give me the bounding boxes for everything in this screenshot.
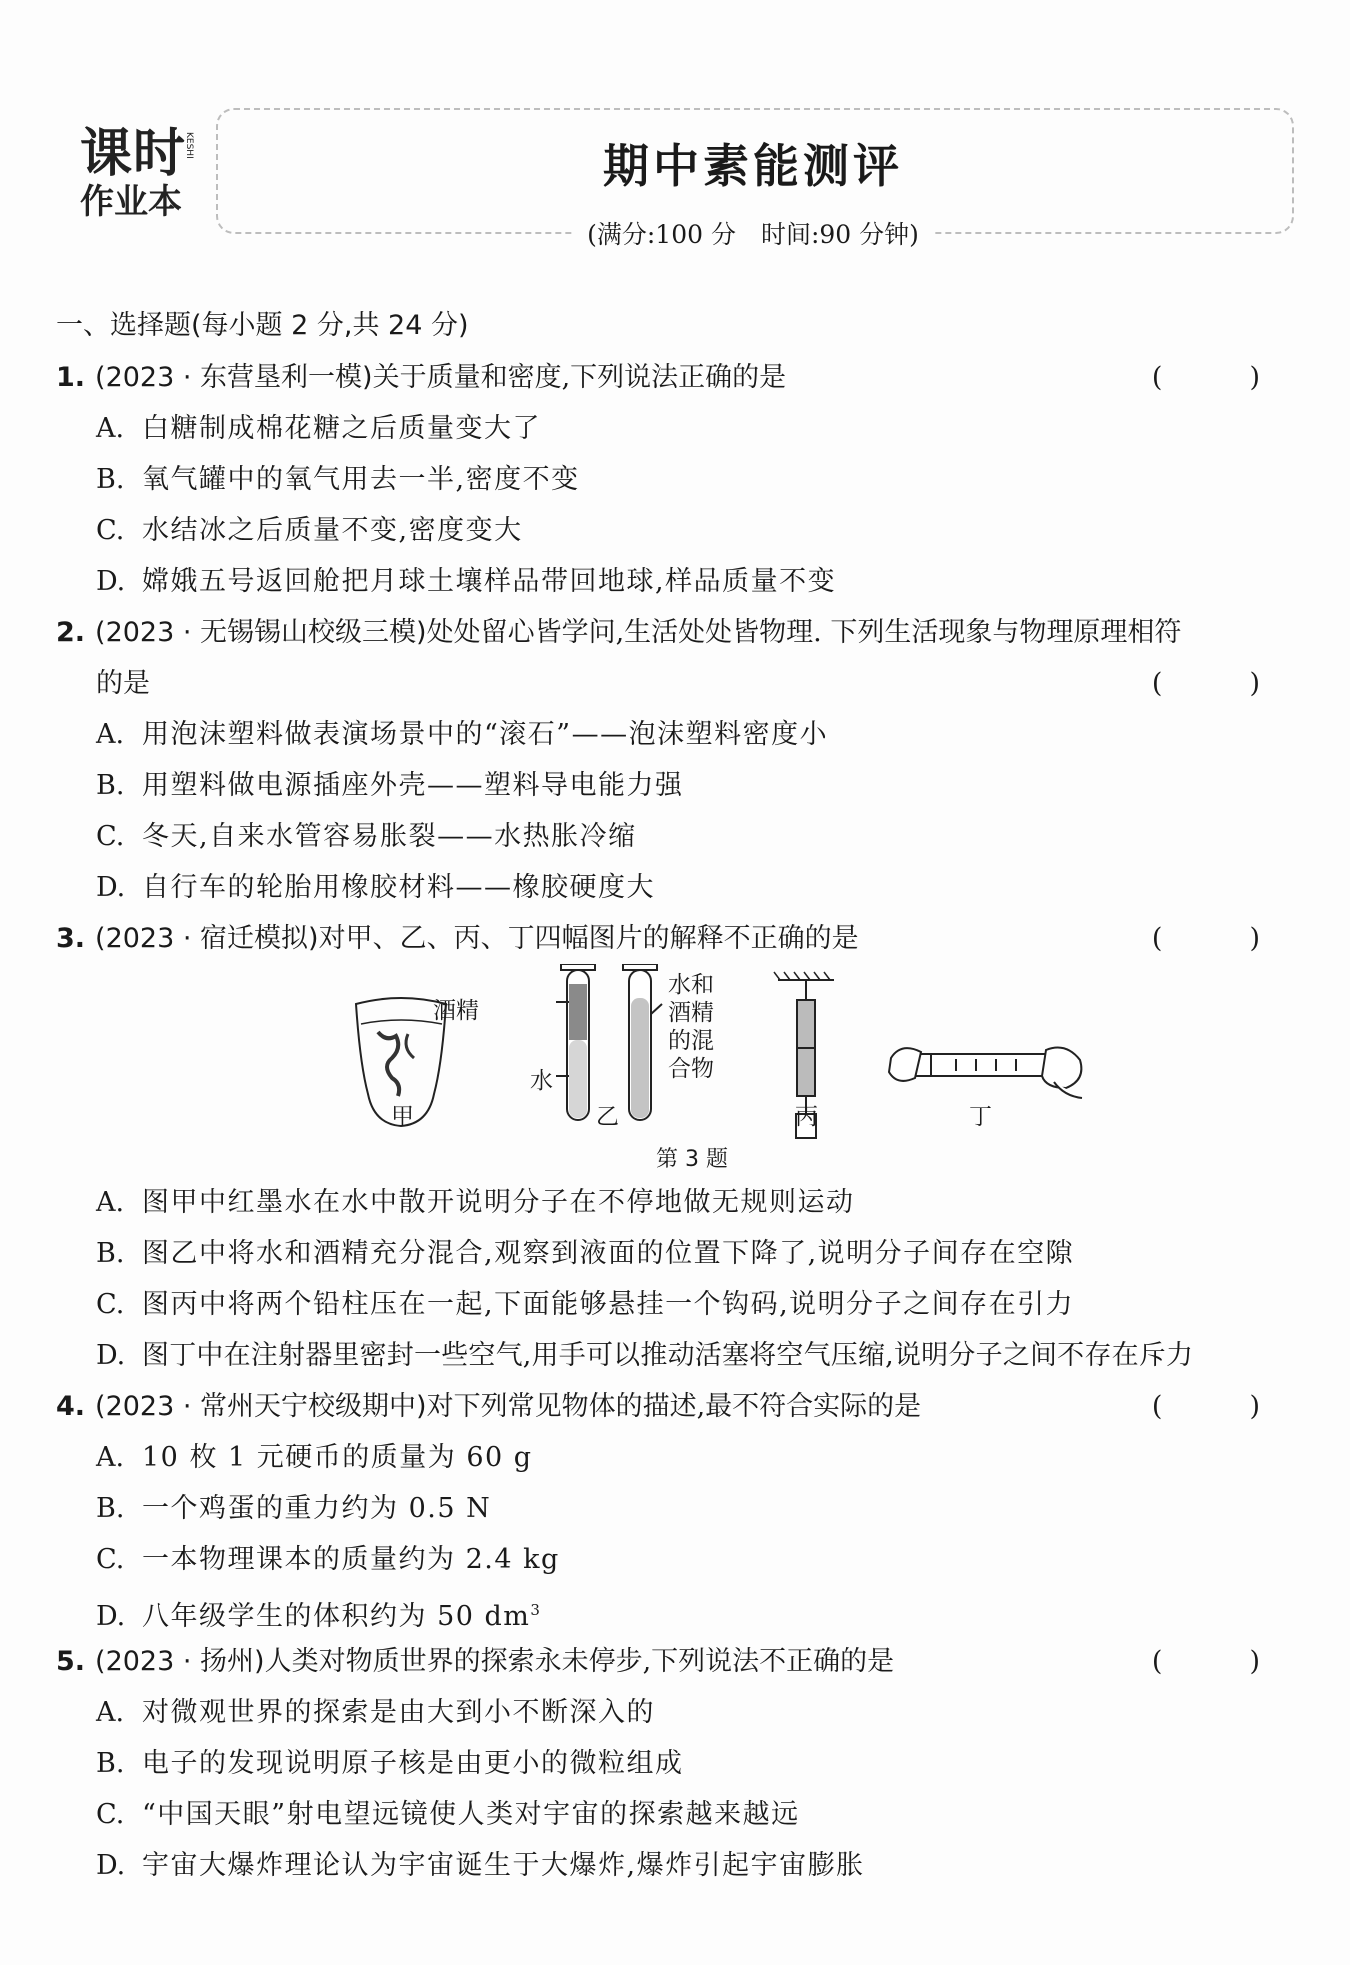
page-subtitle — [216, 215, 1290, 251]
answer-blank[interactable]: ( ) — [1151, 1646, 1290, 1677]
option-text: 10 枚 1 元硬币的质量为 60 g — [142, 1442, 533, 1473]
option-text: 对微观世界的探索是由大到小不断深入的 — [142, 1697, 655, 1728]
section-heading: 一、选择题(每小题 2 分,共 24 分) — [56, 310, 469, 341]
question-3 — [56, 913, 1296, 1381]
option-label: D. — [96, 1340, 126, 1371]
option-text: 图甲中红墨水在水中散开说明分子在不停地做无规则运动 — [142, 1187, 855, 1218]
question-stem — [56, 352, 1296, 403]
option-label: A. — [96, 1187, 125, 1218]
question-text: 关于质量和密度,下列说法正确的是 — [372, 362, 787, 393]
question-number: 5. — [56, 1646, 86, 1677]
option-label: C. — [96, 821, 125, 852]
label-bing: 丙 — [795, 1104, 818, 1130]
option-text: 用泡沫塑料做表演场景中的“滚石”——泡沫塑料密度小 — [142, 719, 829, 750]
question-text: 处处留心皆学问,生活处处皆物理. 下列生活现象与物理原理相符 — [426, 617, 1182, 648]
option-text: 自行车的轮胎用橡胶材料——橡胶硬度大 — [142, 872, 655, 903]
question-1 — [56, 352, 1296, 607]
option-label: D. — [96, 566, 126, 597]
option-label: C. — [96, 1799, 125, 1830]
question-number: 2. — [56, 617, 86, 648]
logo-line2: 作业本 — [80, 182, 182, 222]
option-text: 白糖制成棉花糖之后质量变大了 — [142, 413, 541, 444]
option-a — [56, 709, 1296, 760]
option-label: C. — [96, 1289, 125, 1320]
option-text: 图丁中在注射器里密封一些空气,用手可以推动活塞将空气压缩,说明分子之间不存在斥力 — [142, 1340, 1194, 1371]
question-number: 3. — [56, 923, 86, 954]
option-b — [56, 454, 1296, 505]
option-label: D. — [96, 1850, 126, 1881]
answer-blank[interactable]: ( ) — [1151, 1391, 1290, 1422]
question-text: 对甲、乙、丙、丁四幅图片的解释不正确的是 — [318, 923, 859, 954]
test-tubes-illustration — [556, 964, 662, 1120]
question-stem — [56, 1636, 1296, 1687]
logo-tag: KESHI — [184, 132, 194, 159]
option-text: 水结冰之后质量不变,密度变大 — [142, 515, 523, 546]
option-c — [56, 811, 1296, 862]
page-title: 期中素能测评 — [603, 139, 903, 193]
label-yi: 乙 — [596, 1104, 619, 1130]
option-label: D. — [96, 872, 126, 903]
question-source: (2023 · 扬州) — [95, 1646, 265, 1677]
label-mix-1: 水和 — [668, 972, 714, 998]
superscript: 3 — [530, 1601, 542, 1619]
option-text: 冬天,自来水管容易胀裂——水热胀冷缩 — [142, 821, 637, 852]
option-b — [56, 1483, 1296, 1534]
question-source: (2023 · 无锡锡山校级三模) — [95, 617, 427, 648]
option-a — [56, 403, 1296, 454]
option-c — [56, 1789, 1296, 1840]
question-source: (2023 · 东营垦利一模) — [95, 362, 373, 393]
answer-blank[interactable]: ( ) — [1151, 362, 1290, 393]
question-5 — [56, 1636, 1296, 1891]
option-label: C. — [96, 1544, 125, 1575]
subtitle-text: (满分:100 分 时间:90 分钟) — [573, 220, 933, 249]
option-text: 嫦娥五号返回舱把月球土壤样品带回地球,样品质量不变 — [142, 566, 837, 597]
option-label: B. — [96, 1748, 125, 1779]
question-stem — [56, 913, 1296, 964]
option-b — [56, 1738, 1296, 1789]
option-b — [56, 1228, 1296, 1279]
option-text: 一本物理课本的质量约为 2.4 kg — [142, 1544, 560, 1575]
option-text: 用塑料做电源插座外壳——塑料导电能力强 — [142, 770, 684, 801]
option-c — [56, 505, 1296, 556]
question-source: (2023 · 常州天宁校级期中) — [95, 1391, 427, 1422]
content — [56, 300, 1296, 1891]
option-text: 八年级学生的体积约为 50 dm — [142, 1601, 531, 1632]
question-2 — [56, 607, 1296, 913]
option-label: B. — [96, 770, 125, 801]
option-text: 氧气罐中的氧气用去一半,密度不变 — [142, 464, 580, 495]
question-4 — [56, 1381, 1296, 1636]
option-c — [56, 1534, 1296, 1585]
question-text: 对下列常见物体的描述,最不符合实际的是 — [426, 1391, 922, 1422]
option-label: D. — [96, 1601, 126, 1632]
option-d — [56, 556, 1296, 607]
label-mix-2: 酒精 — [668, 1000, 714, 1026]
option-label: A. — [96, 413, 125, 444]
option-d — [56, 1330, 1296, 1381]
answer-blank[interactable]: ( ) — [1151, 923, 1290, 954]
label-water: 水 — [530, 1068, 553, 1094]
option-label: A. — [96, 719, 125, 750]
option-c — [56, 1279, 1296, 1330]
option-label: A. — [96, 1697, 125, 1728]
question-source: (2023 · 宿迁模拟) — [95, 923, 319, 954]
option-text: 图乙中将水和酒精充分混合,观察到液面的位置下降了,说明分子间存在空隙 — [142, 1238, 1075, 1269]
option-label: B. — [96, 1238, 125, 1269]
figure-caption: 第 3 题 — [656, 1147, 728, 1172]
option-label: B. — [96, 1493, 125, 1524]
question-number: 4. — [56, 1391, 86, 1422]
figure-3 — [56, 964, 1296, 1177]
option-label: B. — [96, 464, 125, 495]
option-a — [56, 1432, 1296, 1483]
label-alcohol: 酒精 — [433, 998, 479, 1024]
question-stem — [56, 1381, 1296, 1432]
option-text: 电子的发现说明原子核是由更小的微粒组成 — [142, 1748, 684, 1779]
label-mix-3: 的混 — [668, 1028, 714, 1054]
question-stem — [56, 607, 1296, 658]
label-jia: 甲 — [391, 1104, 414, 1130]
logo-line1: 课时 — [80, 124, 187, 184]
question-text-2: 的是 — [96, 668, 150, 699]
option-d — [56, 1840, 1296, 1891]
label-ding: 丁 — [969, 1104, 992, 1130]
logo — [80, 126, 200, 222]
question-text: 人类对物质世界的探索永未停步,下列说法不正确的是 — [264, 1646, 895, 1677]
option-d — [56, 862, 1296, 913]
answer-blank[interactable]: ( ) — [1151, 668, 1290, 699]
question-number: 1. — [56, 362, 86, 393]
option-label: C. — [96, 515, 125, 546]
label-mix-4: 合物 — [668, 1056, 714, 1082]
option-d — [56, 1585, 1296, 1636]
option-text: “中国天眼”射电望远镜使人类对宇宙的探索越来越远 — [142, 1799, 800, 1830]
option-text: 一个鸡蛋的重力约为 0.5 N — [142, 1493, 492, 1524]
syringe-illustration — [889, 1048, 1082, 1098]
option-text: 图丙中将两个铅柱压在一起,下面能够悬挂一个钩码,说明分子之间存在引力 — [142, 1289, 1075, 1320]
option-label: A. — [96, 1442, 125, 1473]
option-b — [56, 760, 1296, 811]
option-a — [56, 1177, 1296, 1228]
question-stem-continued — [56, 658, 1296, 709]
option-a — [56, 1687, 1296, 1738]
option-text: 宇宙大爆炸理论认为宇宙诞生于大爆炸,爆炸引起宇宙膨胀 — [142, 1850, 865, 1881]
